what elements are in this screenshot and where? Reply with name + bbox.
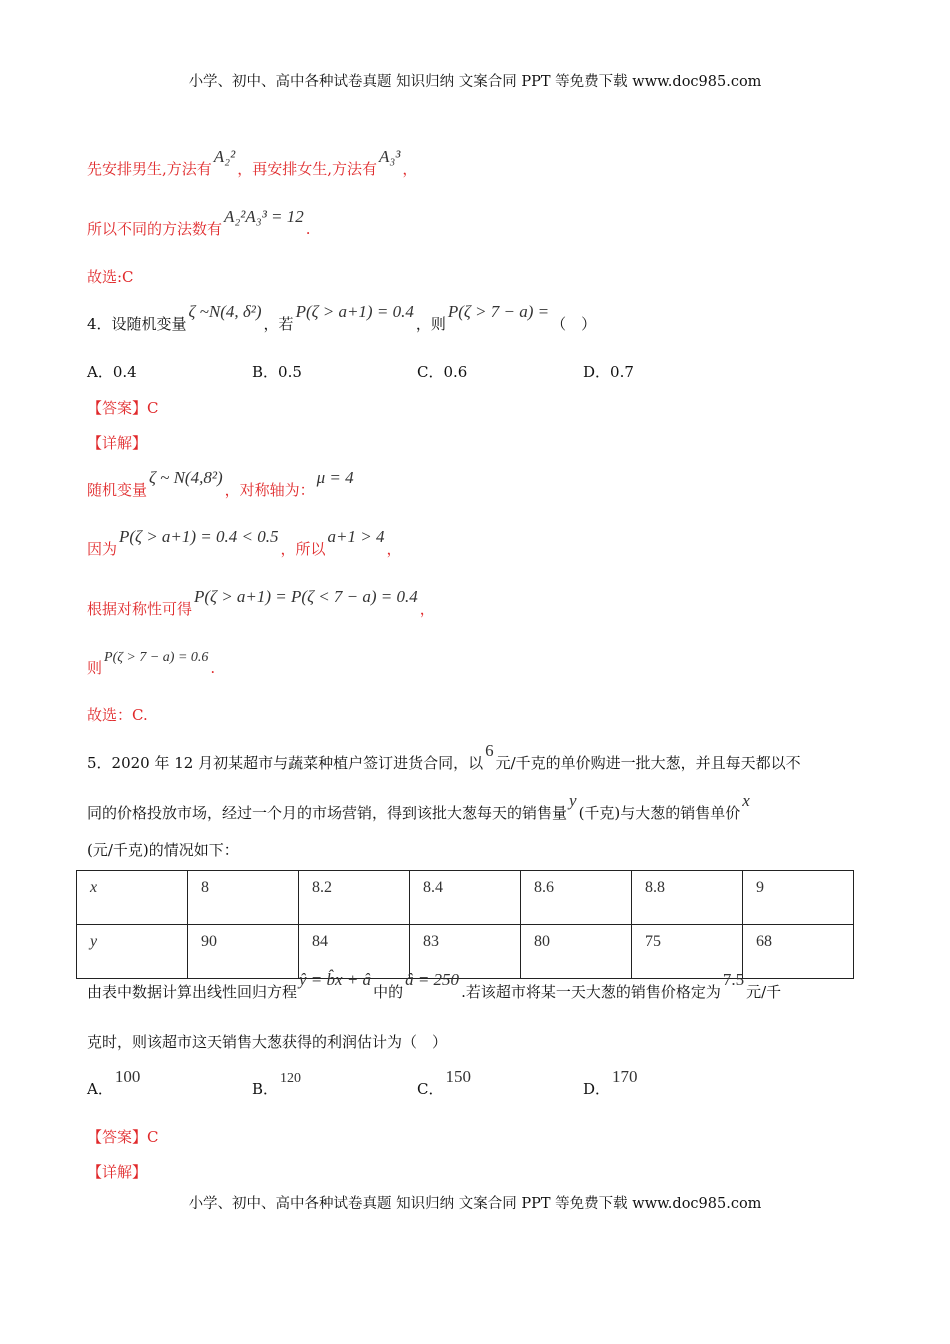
solution-line: 先安排男生,方法有A₂²，再安排女生,方法有A₃³， (87, 147, 418, 178)
solution-line: 根据对称性可得P(ζ > a+1) = P(ζ < 7 − a) = 0.4， (87, 587, 435, 618)
option-d: D．0.7 (583, 363, 634, 381)
option-d: D．170 (583, 1067, 638, 1098)
option-a: A．0.4 (87, 363, 137, 381)
detail-label: 【详解】 (87, 434, 148, 452)
option-b: B．0.5 (252, 363, 302, 381)
question-5-line: 由表中数据计算出线性回归方程ŷ = b̂x + â中的â = 250.若该超市将某一天大葱的销售价格定为7.5元/千 (87, 970, 782, 1001)
data-table (76, 870, 854, 979)
page-header: 小学、初中、高中各种试卷真题 知识归纳 文案合同 PPT 等免费下载 www.doc985.com (188, 74, 762, 90)
option-c: C．150 (417, 1067, 471, 1098)
detail-label: 【详解】 (87, 1163, 148, 1181)
question-4: 4．设随机变量ζ ~N(4, δ²)，若P(ζ > a+1) = 0.4，则P(ζ > 7 − a) =（ ） (87, 302, 597, 333)
answer-label: 【答案】C (87, 1128, 159, 1146)
solution-conclusion: 故选：C. (87, 706, 148, 724)
option-b: B．120 (252, 1071, 302, 1098)
table-row: y 90 84 83 80 75 68 (77, 925, 854, 979)
question-5-line: 克时，则该超市这天销售大葱获得的利润估计为（ ） (87, 1033, 448, 1051)
solution-conclusion: 故选:C (87, 268, 134, 286)
table-row: x 8 8.2 8.4 8.6 8.8 9 (77, 871, 854, 925)
solution-line: 随机变量ζ ~ N(4,8²)，对称轴为：μ = 4 (87, 468, 354, 499)
solution-line: 则P(ζ > 7 − a) = 0.6. (87, 650, 216, 677)
question-5-line: 同的价格投放市场，经过一个月的市场营销，得到该批大葱每天的销售量y(千克)与大葱的销售单价x (87, 791, 750, 822)
page-footer: 小学、初中、高中各种试卷真题 知识归纳 文案合同 PPT 等免费下载 www.doc985.com (188, 1196, 762, 1212)
solution-line: 因为P(ζ > a+1) = 0.4 < 0.5，所以a+1 > 4， (87, 527, 402, 558)
solution-line: 所以不同的方法数有A₂²A₃³ = 12. (87, 207, 311, 238)
option-c: C．0.6 (417, 363, 468, 381)
option-a: A．100 (87, 1067, 141, 1098)
answer-label: 【答案】C (87, 399, 159, 417)
question-5: 5．2020 年 12 月初某超市与蔬菜种植户签订进货合同，以6元/千克的单价购进一批大葱，并且每天都以不 (87, 741, 801, 772)
question-5-line: (元/千克)的情况如下： (87, 841, 239, 859)
